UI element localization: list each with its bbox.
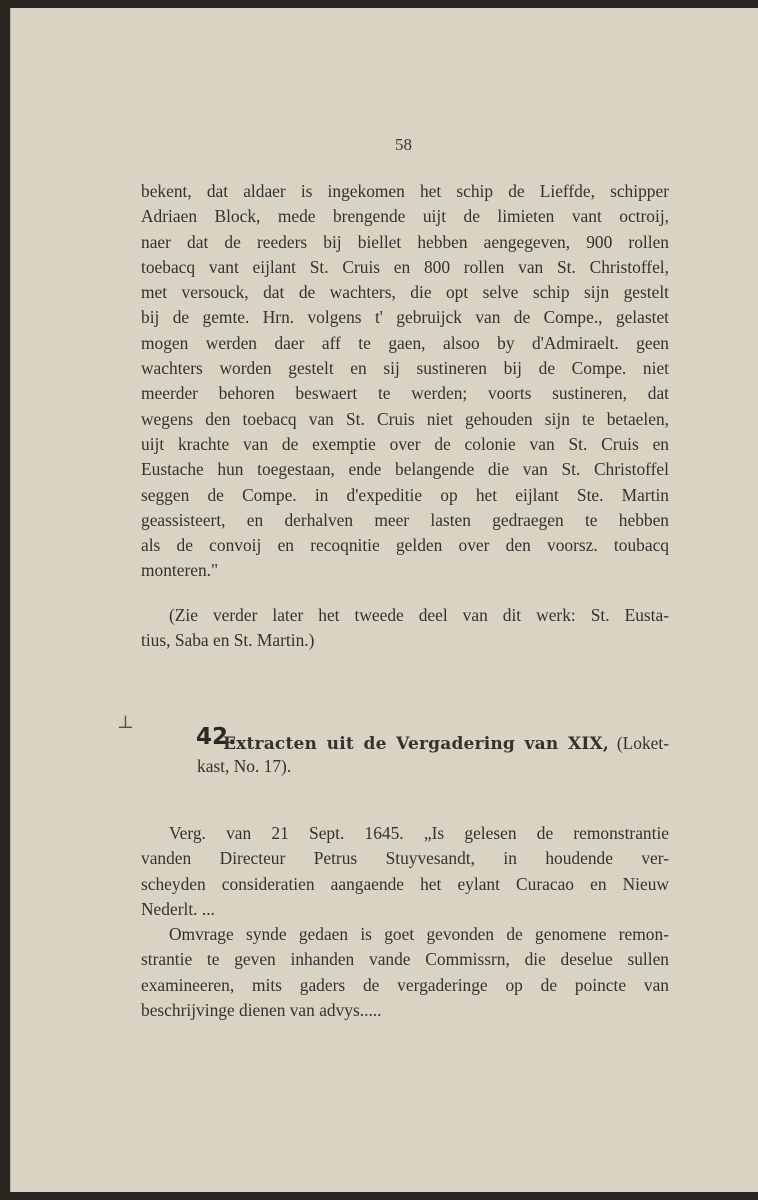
text-line: monteren."	[141, 560, 219, 581]
main-paragraph	[141, 179, 669, 584]
section-title-line2: kast, No. 17).	[197, 756, 292, 776]
text-line: Eustache hun toegestaan, ende belangende die van St. Christoffel	[141, 459, 669, 480]
text-line: wegens den toebacq van St. Cruis niet gehouden sijn te betaelen,	[141, 408, 669, 429]
text-line: meerder behoren beswaert te werden; voorts sustineren, dat	[141, 383, 669, 404]
text-line: bij de gemte. Hrn. volgens t' gebruijck van de Compe., gelastet	[141, 307, 669, 328]
text-line: beschrijvinge dienen van advys.....	[141, 1000, 382, 1021]
section-title-bold: Extracten uit de Vergadering van XIX,	[223, 734, 610, 754]
text-line: vanden Directeur Petrus Stuyvesandt, in houdende ver-	[141, 848, 669, 869]
text-line: tius, Saba en St. Martin.)	[141, 630, 315, 651]
text-line: Adriaen Block, mede brengende uijt de limieten vant octroij,	[141, 206, 669, 227]
page-number: 58	[395, 135, 412, 154]
text-line: Verg. van 21 Sept. 1645. „Is gelesen de remonstrantie	[169, 823, 669, 843]
text-line: Omvrage synde gedaen is goet gevonden de genomene remon-	[169, 924, 669, 945]
text-line: bekent, dat aldaer is ingekomen het schip de Lieffde, schipper	[141, 181, 669, 201]
text-line: met versouck, dat de wachters, die opt selve schip sijn gestelt	[141, 282, 669, 303]
note-paragraph	[141, 603, 669, 654]
text-line: als de convoij en recoqnitie gelden over den voorsz. toubacq	[141, 535, 669, 556]
text-line: toebacq vant eijlant St. Cruis en 800 rollen van St. Christoffel,	[141, 256, 669, 277]
section-number: 42.	[196, 724, 237, 750]
text-line: strantie te geven inhanden vande Commissrn, die deselue sullen	[141, 949, 669, 970]
text-line: Nederlt. ...	[141, 898, 215, 919]
text-line: geassisteert, en derhalven meer lasten gedraegen te hebben	[141, 509, 669, 530]
margin-mark: ⊥	[117, 712, 134, 732]
document-page	[10, 8, 758, 1192]
text-line: (Zie verder later het tweede deel van dit werk: St. Eusta-	[169, 605, 669, 625]
text-line: uijt krachte van de exemptie over de colonie van St. Cruis en	[141, 433, 669, 454]
text-line: wachters worden gestelt en sij sustineren bij de Compe. niet	[141, 358, 669, 379]
text-line: mogen werden daer aff te gaen, alsoo by d'Admiraelt. geen	[141, 332, 669, 353]
section-title-rest: (Loket-	[616, 733, 669, 753]
section-title	[223, 729, 669, 758]
text-line: naer dat de reeders bij biellet hebben aengegeven, 900 rollen	[141, 231, 669, 252]
text-line: examineeren, mits gaders de vergaderinge op de poincte van	[141, 974, 669, 995]
quote-paragraph	[141, 821, 669, 1023]
text-line: seggen de Compe. in d'expeditie op het eijlant Ste. Martin	[141, 484, 669, 505]
text-line: scheyden consideratien aangaende het eylant Curacao en Nieuw	[141, 873, 669, 894]
